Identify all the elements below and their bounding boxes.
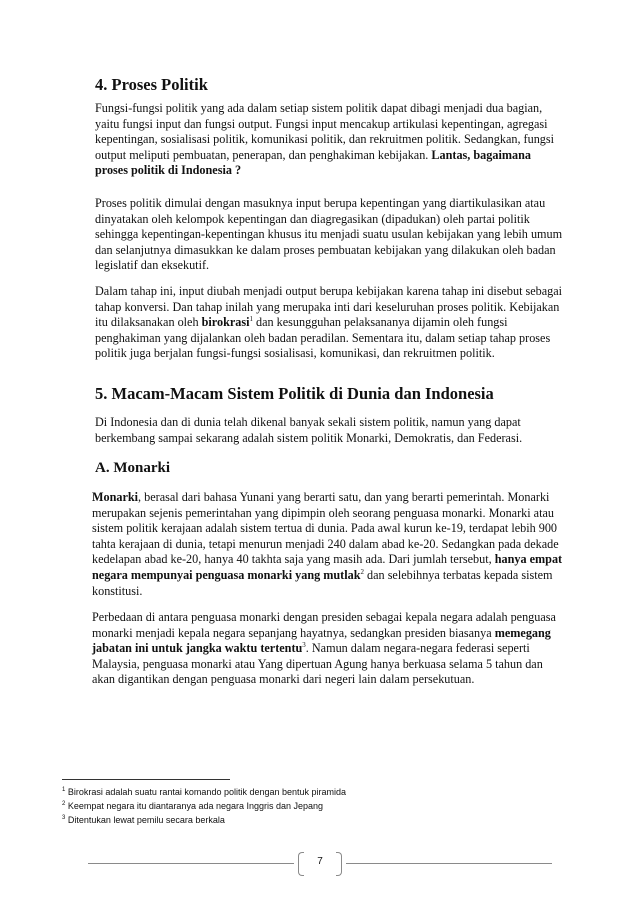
section-4-heading: 4. Proses Politik	[95, 75, 208, 94]
section-4-paragraph-3	[95, 284, 565, 362]
paragraph-text: Fungsi-fungsi politik yang ada dalam setiap sistem politik dapat dibagi menjadi dua bagian, yaitu fungsi input dan fungsi output. Fungsi input mencakup artikulasi kepentingan, agregasi kepentingan, sosialisasi politik, komunikasi politik, dan rekruitmen politik. Sedangkan, fungsi output meliputi pembuatan, penerapan, dan penghakiman kebijakan.	[95, 101, 555, 162]
footnote-text: Keempat negara itu diantaranya ada negara Inggris dan Jepang	[67, 801, 324, 811]
bold-phrase-mutlak: hanya empat negara mempunyai penguasa monarki yang mutlak	[92, 552, 563, 582]
page-number-bracket-right	[336, 852, 342, 876]
page-number: 7	[317, 856, 323, 867]
section-4-paragraph-2: Proses politik dimulai dengan masuknya input berupa kepentingan yang diartikulasikan atau dinyatakan oleh kelompok kepentingan dan diagregasikan (dipadukan) oleh partai politik sehingga kepentingan-kepentingan khusus itu menjadi suatu usulan kebijakan yang lebih umum dan selanjutnya dimasukkan ke dalam proses pembuatan kebijakan yang dilakukan oleh badan legislatif dan eksekutif.	[95, 196, 563, 273]
section-5-paragraph-1: Di Indonesia dan di dunia telah dikenal banyak sekali sistem politik, namun yang dapat berkembang sampai sekarang adalah sistem politik Monarki, Demokratis, dan Federasi.	[95, 415, 523, 445]
paragraph-text: , berasal dari bahasa Yunani yang berarti satu, dan yang berarti pemerintah. Monarki merupakan sejenis pemerintahan yang dipimpin oleh seorang penguasa monarki. Monarki atau sistem politik kerajaan adalah sistem tertua di dunia. Pada awal kurun ke-19, terdapat lebih 900 tahta kerajaan di dunia, tetapi menurun menjadi 240 dalam abad ke-20. Sedangkan pada dekade kedelapan abad ke-20, hanya 40 takhta saja yang masih ada. Dari jumlah tersebut,	[92, 490, 559, 567]
footer-line-left	[88, 863, 294, 864]
section-a-heading: A. Monarki	[95, 460, 170, 476]
footnote-3	[62, 814, 225, 826]
section-a-paragraph-2	[92, 610, 568, 688]
paragraph-text: . Namun dalam negara-negara federasi seperti Malaysia, penguasa monarki atau Yang dipertuan Agung hanya berkuasa selama 5 tahun dan akan digantikan dengan penguasa monarki dari negeri lain dalam persekutuan.	[92, 641, 543, 687]
footnote-number: 2	[62, 801, 66, 807]
section-5-heading: 5. Macam-Macam Sistem Politik di Dunia dan Indonesia	[95, 384, 494, 403]
section-a-paragraph-1	[92, 490, 568, 599]
footnote-number: 1	[62, 787, 66, 793]
footnote-2	[62, 800, 323, 812]
footnote-ref-3[interactable]: 3	[302, 641, 306, 650]
footnote-ref-2[interactable]: 2	[360, 567, 364, 576]
bold-term-monarki: Monarki	[92, 490, 139, 504]
footnote-divider	[62, 779, 230, 780]
footnote-text: Birokrasi adalah suatu rantai komando politik dengan bentuk piramida	[67, 787, 347, 797]
section-4-paragraph-1	[95, 101, 565, 179]
footer-line-right	[346, 863, 552, 864]
bold-phrase-jangka-waktu: memegang jabatan ini untuk jangka waktu tertentu	[92, 625, 551, 656]
footnote-1	[62, 786, 346, 798]
paragraph-text: Perbedaan di antara penguasa monarki dengan presiden sebagai kepala negara adalah penguasa monarki menjadi kepala negara sepanjang hayatnya, sedangkan presiden biasanya	[92, 610, 556, 640]
footnote-number: 3	[62, 815, 66, 821]
bold-term-birokrasi: birokrasi	[201, 315, 250, 330]
footnote-text: Ditentukan lewat pemilu secara berkala	[67, 815, 225, 825]
paragraph-text: dan kesungguhan pelaksananya dijamin oleh fungsi penghakiman yang dijalankan oleh badan peradilan. Sementara itu, dalam setiap tahap proses politik juga berjalan fungsi-fungsi sosialisasi, komunikasi, dan rekruitmen politik.	[95, 315, 551, 361]
paragraph-text: dan selebihnya terbatas kepada sistem konstitusi.	[92, 567, 553, 598]
paragraph-text: Dalam tahap ini, input diubah menjadi output berupa kebijakan karena tahap ini disebut sebagai tahap konversi. Dan tahap inilah yang merupaka inti dari keseluruhan proses politik. Kebijakan itu dilaksanakan oleh	[95, 284, 563, 330]
footnote-ref-1[interactable]: 1	[249, 315, 253, 324]
bold-question: Lantas, bagaimana proses politik di Indonesia ?	[95, 147, 531, 178]
